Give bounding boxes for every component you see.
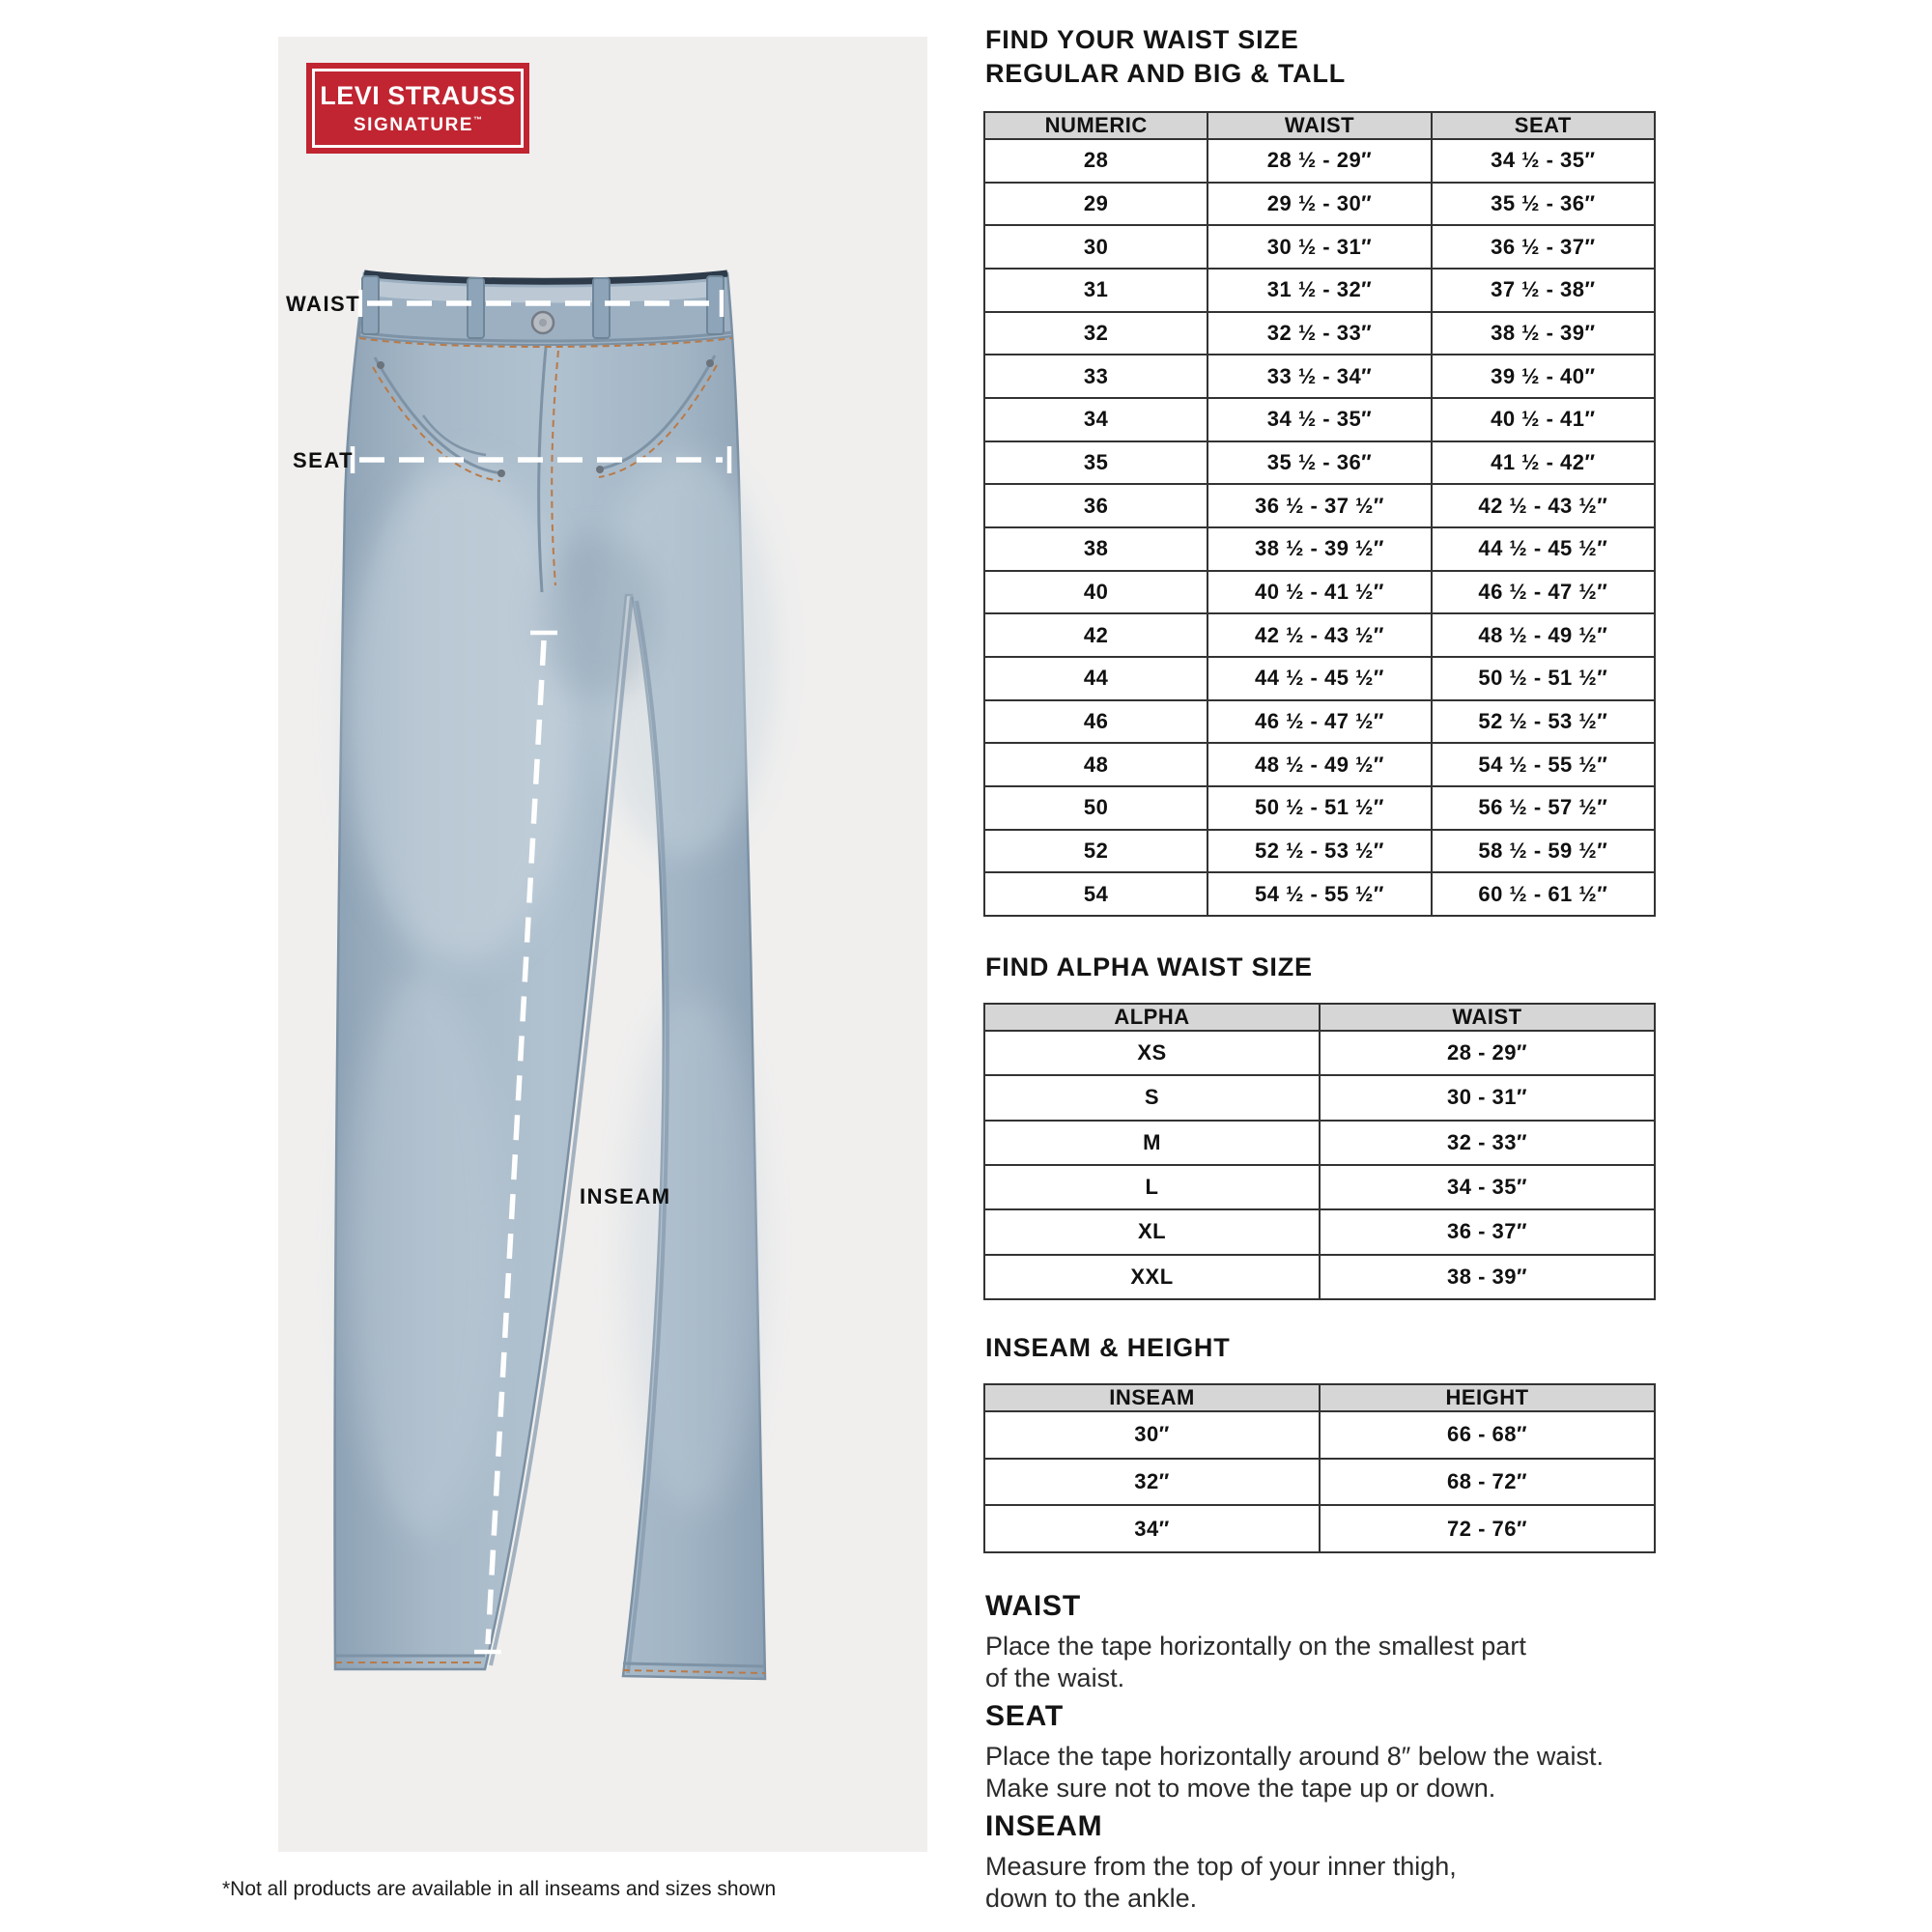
table-row [984,1255,1655,1299]
seat-diagram-label: SEAT [293,448,355,472]
table-cell: 29 ½ - 30″ [1208,183,1431,226]
table-row [984,786,1655,830]
logo-brand-name: LEVI STRAUSS [320,80,516,110]
table-cell: 28 - 29″ [1320,1031,1655,1075]
jeans-photo [278,37,927,1852]
numeric-section-heading [985,23,1346,91]
inseam-guide-title: INSEAM [985,1810,1103,1842]
inseam-diagram-label: INSEAM [580,1184,671,1208]
table-row [984,571,1655,614]
table-cell: 30 - 31″ [1320,1075,1655,1120]
availability-footnote: *Not all products are available in all inseams and sizes shown [222,1878,777,1900]
seat-guide-text-line1: Place the tape horizontally around 8″ below the waist. [985,1742,1604,1771]
table-header-row [984,1004,1655,1031]
table-cell: 42 ½ - 43 ½″ [1432,484,1655,527]
table-cell: 44 ½ - 45 ½″ [1432,527,1655,571]
table-cell: M [984,1121,1320,1165]
table-cell: L [984,1165,1320,1209]
table-row [984,872,1655,916]
table-cell: 58 ½ - 59 ½″ [1432,830,1655,873]
table-cell: 34 ½ - 35″ [1208,398,1431,441]
column-header: WAIST [1320,1004,1655,1031]
table-cell: 40 ½ - 41″ [1432,398,1655,441]
table-cell: 32″ [984,1459,1320,1506]
trademark-symbol: ™ [472,114,482,125]
column-header: HEIGHT [1320,1384,1655,1411]
column-header: ALPHA [984,1004,1320,1031]
table-cell: 38 ½ - 39 ½″ [1208,527,1431,571]
table-cell: 40 ½ - 41 ½″ [1208,571,1431,614]
table-row [984,700,1655,744]
table-cell: 30 [984,225,1208,269]
table-cell: 50 ½ - 51 ½″ [1432,657,1655,700]
waist-guide-text-line2: of the waist. [985,1663,1125,1692]
table-row [984,183,1655,226]
table-cell: 48 ½ - 49 ½″ [1208,743,1431,786]
column-header: SEAT [1432,112,1655,139]
table-cell: 42 ½ - 43 ½″ [1208,613,1431,657]
table-cell: 32 ½ - 33″ [1208,312,1431,355]
table-row [984,484,1655,527]
table-cell: 33 [984,355,1208,398]
table-cell: 38 [984,527,1208,571]
table-cell: 50 [984,786,1208,830]
jeans-photo-panel [278,37,927,1852]
table-cell: 44 ½ - 45 ½″ [1208,657,1431,700]
table-cell: 38 - 39″ [1320,1255,1655,1299]
table-cell: 30″ [984,1411,1320,1459]
table-row [984,139,1655,183]
logo-sub-brand: SIGNATURE™ [354,114,482,135]
table-row [984,613,1655,657]
table-cell: 60 ½ - 61 ½″ [1432,872,1655,916]
table-cell: 32 - 33″ [1320,1121,1655,1165]
inseam-guide-text-line1: Measure from the top of your inner thigh, [985,1852,1457,1881]
table-cell: 29 [984,183,1208,226]
table-cell: 44 [984,657,1208,700]
table-cell: 46 ½ - 47 ½″ [1208,700,1431,744]
alpha-section-heading: FIND ALPHA WAIST SIZE [985,952,1313,981]
table-cell: S [984,1075,1320,1120]
inseam-guide-text-line2: down to the ankle. [985,1884,1198,1913]
table-cell: 36 ½ - 37 ½″ [1208,484,1431,527]
table-cell: 35 ½ - 36″ [1208,441,1431,485]
table-cell: 68 - 72″ [1320,1459,1655,1506]
table-row [984,1165,1655,1209]
table-cell: 52 [984,830,1208,873]
table-row [984,1505,1655,1552]
waist-diagram-label: WAIST [286,292,361,316]
table-row [984,269,1655,312]
table-cell: 54 [984,872,1208,916]
table-header-row [984,112,1655,139]
column-header: INSEAM [984,1384,1320,1411]
table-row [984,441,1655,485]
table-cell: XXL [984,1255,1320,1299]
table-cell: 54 ½ - 55 ½″ [1432,743,1655,786]
table-cell: 35 ½ - 36″ [1432,183,1655,226]
table-cell: 35 [984,441,1208,485]
table-cell: 36 [984,484,1208,527]
table-row [984,657,1655,700]
seat-guide-text-line2: Make sure not to move the tape up or down. [985,1774,1496,1803]
inseam-section-heading: INSEAM & HEIGHT [985,1333,1231,1362]
table-row [984,1209,1655,1254]
table-cell: 30 ½ - 31″ [1208,225,1431,269]
table-row [984,225,1655,269]
heading-line-1: FIND YOUR WAIST SIZE [985,25,1299,54]
seat-guide [985,1700,1604,1804]
table-cell: 38 ½ - 39″ [1432,312,1655,355]
alpha-size-table [983,1003,1656,1300]
table-cell: XL [984,1209,1320,1254]
table-cell: 48 ½ - 49 ½″ [1432,613,1655,657]
table-cell: 52 ½ - 53 ½″ [1208,830,1431,873]
table-row [984,830,1655,873]
table-cell: 34″ [984,1505,1320,1552]
table-row [984,1121,1655,1165]
table-cell: 41 ½ - 42″ [1432,441,1655,485]
table-cell: 56 ½ - 57 ½″ [1432,786,1655,830]
table-cell: 52 ½ - 53 ½″ [1432,700,1655,744]
table-row [984,1459,1655,1506]
table-cell: 39 ½ - 40″ [1432,355,1655,398]
table-cell: 33 ½ - 34″ [1208,355,1431,398]
inseam-height-table [983,1383,1656,1553]
column-header: WAIST [1208,112,1431,139]
table-cell: 40 [984,571,1208,614]
seat-guide-title: SEAT [985,1700,1064,1732]
table-cell: 48 [984,743,1208,786]
table-cell: 36 - 37″ [1320,1209,1655,1254]
table-cell: 37 ½ - 38″ [1432,269,1655,312]
table-row [984,527,1655,571]
table-header-row [984,1384,1655,1411]
inseam-guide [985,1810,1457,1915]
column-header: NUMERIC [984,112,1208,139]
table-cell: 34 [984,398,1208,441]
table-cell: 28 [984,139,1208,183]
table-row [984,1411,1655,1459]
levi-strauss-signature-logo [306,63,529,154]
table-row [984,743,1655,786]
table-cell: 31 ½ - 32″ [1208,269,1431,312]
table-row [984,312,1655,355]
table-row [984,1075,1655,1120]
table-row [984,398,1655,441]
table-cell: 66 - 68″ [1320,1411,1655,1459]
table-cell: 46 ½ - 47 ½″ [1432,571,1655,614]
waist-guide [985,1590,1526,1694]
numeric-size-table [983,111,1656,917]
table-cell: 54 ½ - 55 ½″ [1208,872,1431,916]
table-cell: 36 ½ - 37″ [1432,225,1655,269]
table-cell: 34 ½ - 35″ [1432,139,1655,183]
table-cell: 50 ½ - 51 ½″ [1208,786,1431,830]
table-cell: 28 ½ - 29″ [1208,139,1431,183]
waist-guide-text-line1: Place the tape horizontally on the smallest part [985,1632,1526,1661]
table-cell: 42 [984,613,1208,657]
table-cell: XS [984,1031,1320,1075]
table-cell: 46 [984,700,1208,744]
table-cell: 31 [984,269,1208,312]
table-row [984,355,1655,398]
waist-guide-title: WAIST [985,1590,1081,1622]
heading-line-2: REGULAR AND BIG & TALL [985,59,1347,88]
table-cell: 34 - 35″ [1320,1165,1655,1209]
table-cell: 32 [984,312,1208,355]
table-row [984,1031,1655,1075]
table-cell: 72 - 76″ [1320,1505,1655,1552]
